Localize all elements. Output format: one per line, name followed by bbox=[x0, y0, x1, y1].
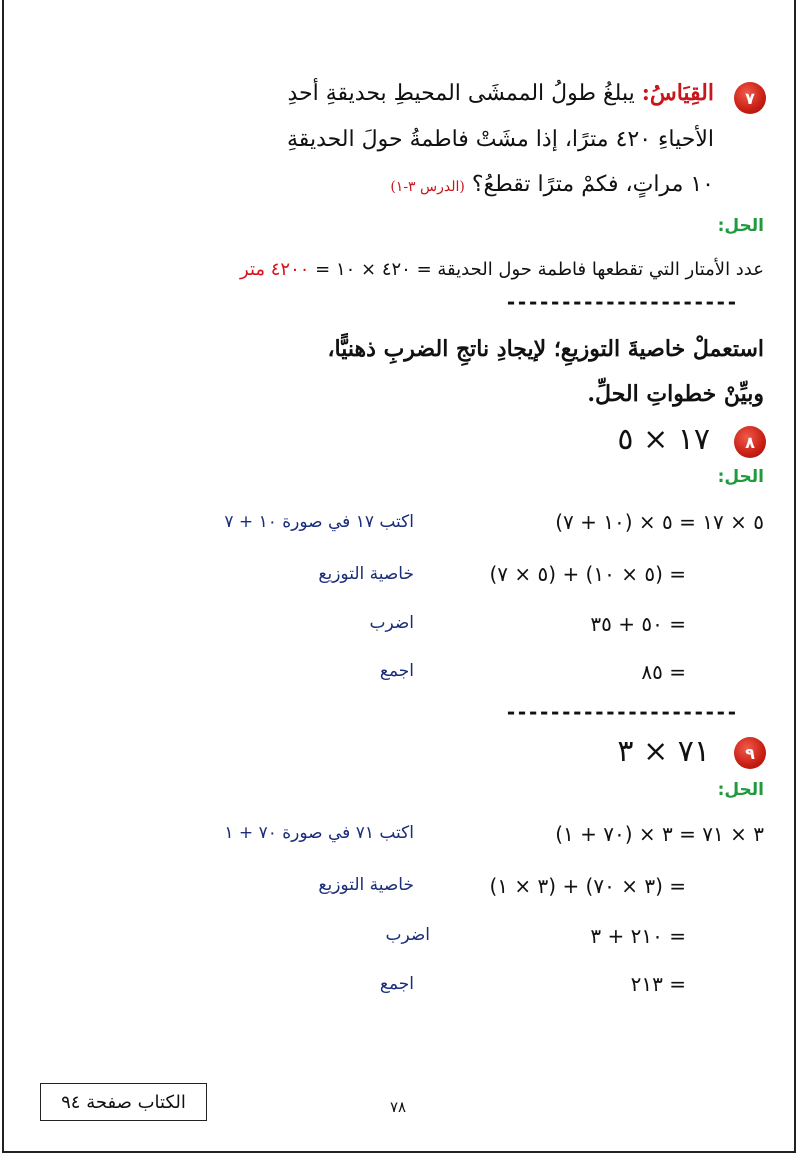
q8-step-1-note: اكتب ١٧ في صورة ١٠ + ٧ bbox=[224, 512, 414, 532]
q7-line-1-text: يبلغُ طولُ الممشَى المحيطِ بحديقةِ أحدِ bbox=[287, 81, 642, 106]
question-number-badge: ٨ bbox=[734, 426, 766, 458]
q8-step-3-equation: = ٥٠ + ٣٥ bbox=[590, 612, 686, 636]
q9-step-4-note: اجمع bbox=[379, 974, 414, 994]
q9-step-3-note: اضرب bbox=[385, 925, 430, 945]
q8-step-4-equation: = ٨٥ bbox=[641, 660, 686, 684]
instructions-line-2: وبيِّنْ خطواتِ الحلِّ. bbox=[587, 381, 764, 407]
q7-answer-text: عدد الأمتار التي تقطعها فاطمة حول الحديقة = ٤٢٠ × ١٠ = bbox=[309, 259, 764, 280]
q8-step-2-note: خاصية التوزيع bbox=[318, 564, 414, 584]
separator-line: --------------------- bbox=[505, 290, 737, 314]
q7-line-3 bbox=[390, 172, 714, 197]
solution-label: الحل: bbox=[717, 467, 764, 487]
q8-step-4-note: اجمع bbox=[379, 661, 414, 681]
q7-line-3-text: ١٠ مراتٍ، فكمْ مترًا تقطعُ؟ bbox=[471, 172, 714, 197]
q7-keyword: القِيَاسُ: bbox=[641, 80, 714, 106]
solution-label: الحل: bbox=[717, 780, 764, 800]
q9-step-4-equation: = ٢١٣ bbox=[630, 972, 686, 996]
q9-step-1-note: اكتب ٧١ في صورة ٧٠ + ١ bbox=[224, 823, 414, 843]
book-page-reference: الكتاب صفحة ٩٤ bbox=[40, 1083, 207, 1121]
question-number-badge: ٩ bbox=[734, 737, 766, 769]
q8-step-1-equation: ٥ × ١٧ = ٥ × (١٠ + ٧) bbox=[555, 510, 764, 534]
q9-step-2-note: خاصية التوزيع bbox=[318, 875, 414, 895]
solution-label: الحل: bbox=[717, 216, 764, 236]
question-number-badge: ٧ bbox=[734, 82, 766, 114]
q8-expression: ١٧ × ٥ bbox=[617, 422, 710, 457]
q7-line-1 bbox=[288, 80, 715, 106]
q7-line-2: الأحياءِ ٤٢٠ مترًا، إذا مشَتْ فاطمةُ حولَ الحديقةِ bbox=[287, 127, 714, 152]
q9-expression: ٧١ × ٣ bbox=[617, 734, 710, 769]
q8-step-2-equation: = (٥ × ١٠) + (٥ × ٧) bbox=[489, 562, 686, 586]
q9-step-1-equation: ٣ × ٧١ = ٣ × (٧٠ + ١) bbox=[555, 822, 764, 846]
lesson-reference: (الدرس ٣-١) bbox=[390, 179, 465, 195]
q9-step-2-equation: = (٣ × ٧٠) + (٣ × ١) bbox=[489, 874, 686, 898]
instructions-line-1: استعملْ خاصيةَ التوزيعِ؛ لإيجادِ ناتجِ الضربِ ذهنيًّا، bbox=[327, 336, 764, 362]
q8-step-3-note: اضرب bbox=[369, 613, 414, 633]
page-number: ٧٨ bbox=[390, 1098, 407, 1116]
q7-answer bbox=[240, 259, 764, 280]
q7-answer-value: ٤٢٠٠ متر bbox=[240, 259, 310, 280]
separator-line: --------------------- bbox=[505, 700, 737, 724]
q9-step-3-equation: = ٢١٠ + ٣ bbox=[590, 924, 686, 948]
